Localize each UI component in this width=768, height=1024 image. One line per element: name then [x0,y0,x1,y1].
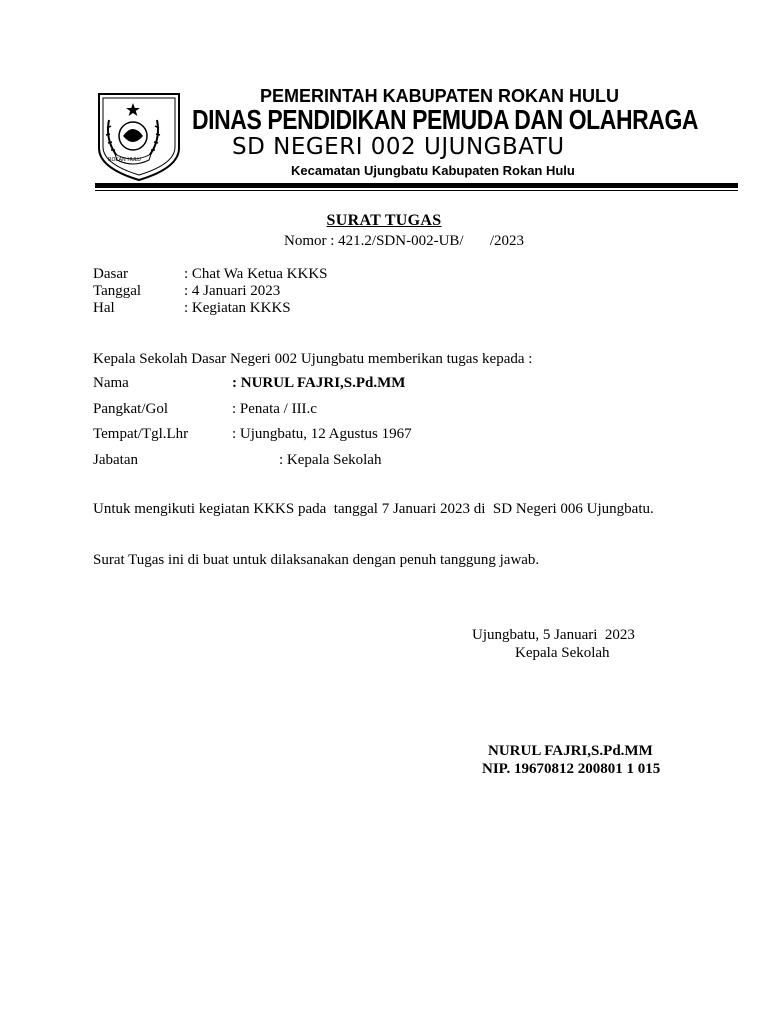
letterhead-rule-thin [95,190,738,191]
sign-nip: NIP. 19670812 200801 1 015 [482,761,661,777]
letterhead-agency: DINAS PENDIDIKAN PEMUDA DAN OLAHRAGA [192,104,699,135]
sign-name: NURUL FAJRI,S.Pd.MM [488,743,653,759]
rokan-hulu-emblem-logo [95,90,183,182]
letterhead-district: Kecamatan Ujungbatu Kabupaten Rokan Hulu [291,163,575,178]
person-value-pangkat: : Penata / III.c [232,401,317,417]
person-label-ttl: Tempat/Tgl.Lhr [93,426,189,442]
person-label-pangkat: Pangkat/Gol [93,401,168,417]
ref-value-dasar: : Chat Wa Ketua KKKS [184,266,328,282]
intro-text: Kepala Sekolah Dasar Negeri 002 Ujungbatu memberikan tugas kepada : [93,351,533,367]
person-value-ttl: : Ujungbatu, 12 Agustus 1967 [232,426,412,442]
letterhead-rule-thick [95,183,738,188]
person-value-jabatan: : Kepala Sekolah [279,452,382,468]
letter-number: Nomor : 421.2/SDN-002-UB/ /2023 [284,233,524,249]
person-label-nama: Nama [93,375,129,391]
person-value-nama: : NURUL FAJRI,S.Pd.MM [232,375,406,391]
logo-caption: ROKAN HULU [108,157,141,163]
body-paragraph-2: Surat Tugas ini di buat untuk dilaksanakan dengan penuh tanggung jawab. [93,552,540,568]
letterhead-government: PEMERINTAH KABUPATEN ROKAN HULU [260,86,619,106]
ref-value-tanggal: : 4 Januari 2023 [184,283,281,299]
ref-label-hal: Hal [93,300,115,316]
ref-label-tanggal: Tanggal [93,283,142,299]
ref-value-hal: : Kegiatan KKKS [184,300,291,316]
ref-label-dasar: Dasar [93,266,128,282]
sign-place-date: Ujungbatu, 5 Januari 2023 [472,627,635,643]
letterhead-school: SD NEGERI 002 UJUNGBATU [232,134,565,160]
letter-title: SURAT TUGAS [326,212,442,229]
person-label-jabatan: Jabatan [93,452,138,468]
sign-position: Kepala Sekolah [515,645,610,661]
body-paragraph-1: Untuk mengikuti kegiatan KKKS pada tanggal 7 Januari 2023 di SD Negeri 006 Ujungbatu. [93,501,654,517]
